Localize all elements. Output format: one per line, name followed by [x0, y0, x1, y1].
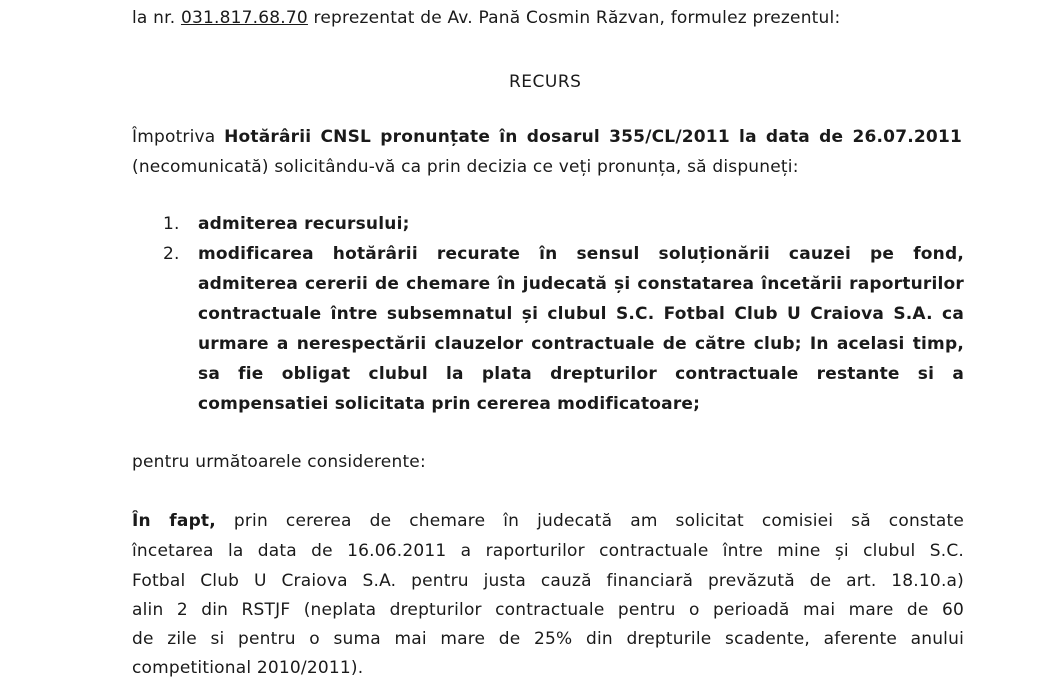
- list-number: 1.: [163, 214, 180, 234]
- fapt-line: încetarea la data de 16.06.2011 a raporturilor contractuale între mine și clubul S.C.: [132, 541, 964, 561]
- fapt-text: prin cererea de chemare în judecată am solicitat comisiei să constate: [215, 511, 964, 531]
- fapt-line: competitional 2010/2011).: [132, 658, 364, 678]
- address-rest: reprezentat de Av. Pană Cosmin Răzvan, formulez prezentul:: [307, 8, 841, 28]
- list-number: 2.: [163, 244, 180, 264]
- list-item-line: [198, 210, 410, 239]
- intro-line-2: (necomunicată) solicitându-vă ca prin decizia ce veți pronunța, să dispuneți:: [132, 157, 799, 177]
- list-item-line: [198, 240, 964, 269]
- fapt-line: de zile si pentru o suma mai mare de 25% din drepturile scadente, aferente anului: [132, 629, 964, 649]
- list-item-line: [198, 330, 964, 359]
- list-item-text: compensatiei solicitata prin cererea modificatoare;: [198, 394, 701, 414]
- intro-line-1: [132, 123, 962, 152]
- list-item-line: [198, 300, 964, 329]
- document-title: RECURS: [509, 72, 582, 92]
- phone-number: 031.817.68.70: [180, 8, 308, 28]
- fapt-line: [132, 507, 964, 536]
- list-item-line: [198, 390, 700, 419]
- phone-prefix: la nr.: [132, 8, 181, 28]
- fapt-line: Fotbal Club U Craiova S.A. pentru justa cauză financiară prevăzută de art. 18.10.a): [132, 571, 964, 591]
- intro-prefix: Împotriva: [132, 127, 225, 147]
- hotarare-reference: Hotărârii CNSL pronunțate în dosarul 355/CL/2011 la data de 26.07.2011: [224, 127, 962, 147]
- considerente-line: pentru următoarele considerente:: [132, 452, 426, 472]
- list-item-line: [198, 360, 964, 389]
- fapt-heading: În fapt,: [132, 511, 216, 531]
- intro-address-line: [132, 4, 840, 33]
- list-item-text: admiterea recursului;: [198, 214, 410, 234]
- list-item-line: [198, 270, 964, 299]
- list-item-text: modificarea hotărârii recurate în sensul soluționării cauzei pe fond,: [198, 244, 964, 264]
- list-item-text: admiterea cererii de chemare în judecată și constatarea încetării raporturilor: [198, 274, 964, 294]
- fapt-line: alin 2 din RSTJF (neplata drepturilor contractuale pentru o perioadă mai mare de 60: [132, 600, 964, 620]
- list-item-text: urmare a nerespectării clauzelor contractuale de către club; In acelasi timp,: [198, 334, 964, 354]
- list-item-text: sa fie obligat clubul la plata drepturilor contractuale restante si a: [198, 364, 964, 384]
- list-item-text: contractuale între subsemnatul și clubul S.C. Fotbal Club U Craiova S.A. ca: [198, 304, 964, 324]
